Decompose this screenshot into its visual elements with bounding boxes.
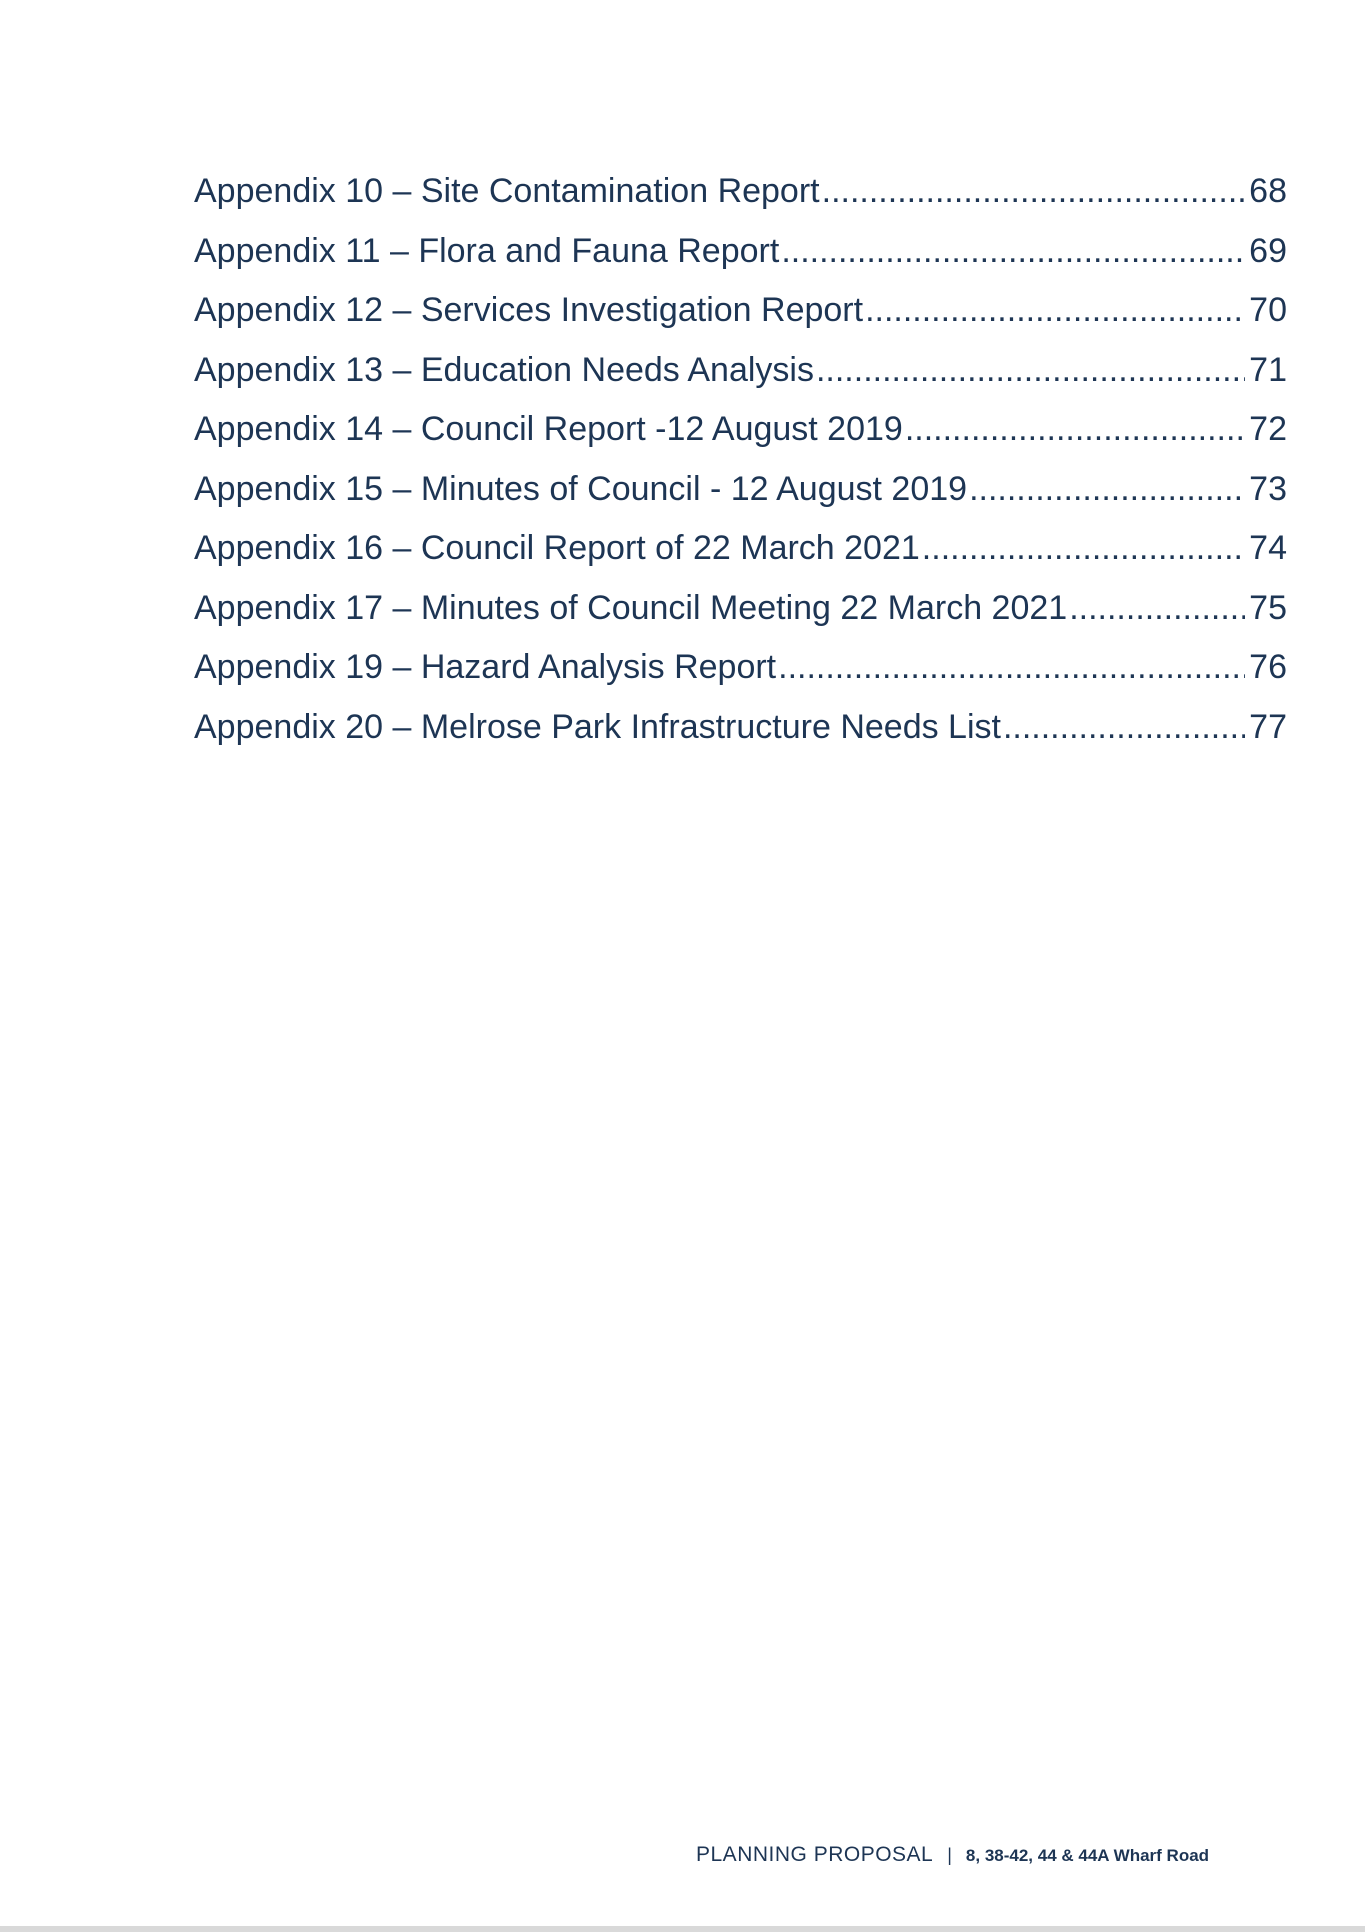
toc-entry-title: Appendix 12 – Services Investigation Report (194, 291, 864, 329)
toc-entry-title: Appendix 14 – Council Report -12 August 2019 (194, 410, 903, 448)
toc-dot-leader (816, 351, 1245, 390)
toc-page-number: 70 (1249, 291, 1287, 329)
table-of-contents (194, 172, 1287, 767)
toc-entry-title: Appendix 16 – Council Report of 22 March 2021 (194, 529, 920, 567)
toc-entry-title: Appendix 10 – Site Contamination Report (194, 172, 820, 210)
toc-page-number: 75 (1249, 588, 1287, 627)
toc-entry-title: Appendix 15 – Minutes of Council - 12 August 2019 (194, 469, 968, 508)
toc-page-number: 76 (1249, 648, 1287, 686)
toc-dot-leader (865, 291, 1245, 330)
toc-entry-appendix-11[interactable] (194, 232, 1287, 292)
toc-entry-title: Appendix 20 – Melrose Park Infrastructure Needs List (194, 707, 1001, 746)
toc-entry-appendix-15[interactable] (194, 470, 1287, 530)
toc-dot-leader (1003, 708, 1245, 747)
toc-entry-appendix-10[interactable] (194, 172, 1287, 232)
toc-entry-title: Appendix 11 – Flora and Fauna Report (194, 231, 780, 270)
page-footer (696, 1843, 1209, 1867)
toc-entry-appendix-13[interactable] (194, 351, 1287, 411)
toc-dot-leader (905, 410, 1245, 449)
toc-entry-appendix-17[interactable] (194, 589, 1287, 649)
footer-document-title: PLANNING PROPOSAL (696, 1843, 934, 1866)
toc-page-number: 72 (1249, 410, 1287, 448)
toc-page-number: 77 (1249, 707, 1287, 746)
toc-entry-appendix-20[interactable] (194, 708, 1287, 768)
toc-page-number: 73 (1249, 469, 1287, 508)
toc-entry-appendix-14[interactable] (194, 410, 1287, 470)
toc-dot-leader (781, 232, 1245, 271)
toc-dot-leader (969, 470, 1245, 509)
toc-page-number: 69 (1249, 231, 1287, 270)
footer-address: 8, 38-42, 44 & 44A Wharf Road (965, 1846, 1210, 1865)
toc-page-number: 74 (1249, 529, 1287, 567)
footer-separator: | (947, 1845, 952, 1865)
page-bottom-edge (0, 1926, 1365, 1932)
toc-entry-title: Appendix 19 – Hazard Analysis Report (194, 648, 777, 686)
toc-entry-title: Appendix 17 – Minutes of Council Meeting 22 March 2021 (194, 588, 1068, 627)
toc-entry-appendix-19[interactable] (194, 648, 1287, 708)
toc-dot-leader (1069, 589, 1245, 628)
toc-entry-title: Appendix 13 – Education Needs Analysis (194, 350, 814, 389)
toc-dot-leader (922, 529, 1245, 568)
toc-entry-appendix-16[interactable] (194, 529, 1287, 589)
toc-dot-leader (822, 172, 1246, 211)
toc-page-number: 68 (1249, 172, 1287, 210)
toc-entry-appendix-12[interactable] (194, 291, 1287, 351)
toc-page-number: 71 (1249, 350, 1287, 389)
toc-dot-leader (778, 648, 1245, 687)
